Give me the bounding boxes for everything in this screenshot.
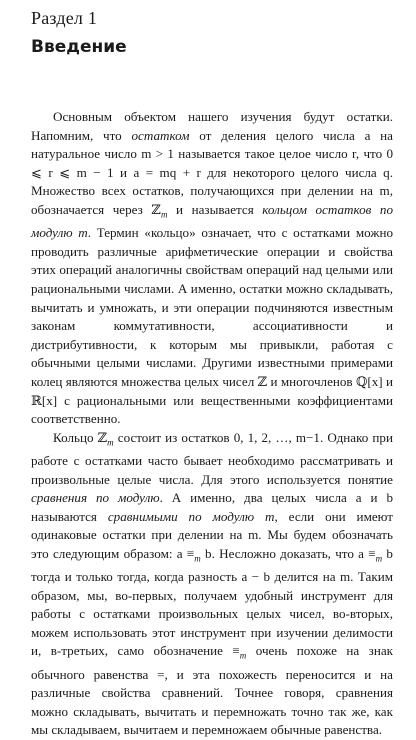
subscript: m [239,651,247,662]
emphasis-text: сравнения по модулю [31,490,160,506]
text-run: , если они имеют одинаковые остатки при делении на m. Мы будем обозначать это следующим образом: a ≡ [31,508,393,561]
chapter-label: Раздел 1 [31,8,98,28]
body-text [31,108,393,740]
text-run: состоит из остатков 0, 1, 2, …, m−1. Однако при работе с остатками часто бывает необходимо рассматривать и произвольные целые числа. Для этого используется понятие [31,429,393,487]
emphasis-text: кольцом остатков по модулю m [31,201,393,241]
text-run: Основным объектом нашего изучения будут остатки. Напомним, что [31,109,393,143]
subscript: m [160,209,168,220]
subscript: m [375,553,383,564]
text-run: от деления целого числа a на натуральное число m > 1 называется такое целое число r, что 0 ⩽ r ⩽ m − 1 и a = mq + r для некоторого целого числа q. Множество всех остатков, получающихся при делении на m, обозначается через ℤ [31,127,393,217]
paragraph [31,108,393,429]
text-run: . Термин «кольцо» означает, что с остатками можно проводить различные арифметические операции и свойства этих операций аналогичны свойствам операций над целыми или рациональными числами. А именно, остатки можно складывать, вычитать и умножать, и эти операции подчиняются известным законам коммутативности, ассоциативности и дистрибутивности, к которым мы привыкли, работая с обычными целыми числами. Другими известными примерами колец являются множества целых чисел ℤ и многочленов ℚ[x] и ℝ[x] с рациональными или вещественными коэффициентами соответственно. [31,225,394,427]
text-run: b тогда и только тогда, когда разность a − b делится на m. Таким образом, мы, во-первых, получаем удобный инструмент для работы с остатками произвольных целых чисел, во-вторых, можем использовать этот инструмент при изучении делимости и, в-третьих, само обозначение ≡ [31,545,393,659]
text-run: b. Несложно доказать, что a ≡ [200,545,376,561]
subscript: m [107,437,114,448]
emphasis-text: сравнимыми по модулю m [107,508,275,524]
text-run: и называется [167,201,263,217]
paragraph [31,429,393,740]
emphasis-text: остатком [131,127,190,143]
text-run: Кольцо ℤ [53,429,108,445]
text-run: . А именно, два целых числа a и b называются [31,490,394,524]
chapter-title: Введение [31,37,127,57]
text-run: очень похоже на знак обычного равенства =, и эта похожесть переносится и на различные свойства сравнений. Точнее говоря, сравнения можно складывать, вычитать и перемножать точно так же, как мы складываем, вычитаем и перемножаем обычные равенства. [31,643,393,738]
subscript: m [194,553,201,564]
